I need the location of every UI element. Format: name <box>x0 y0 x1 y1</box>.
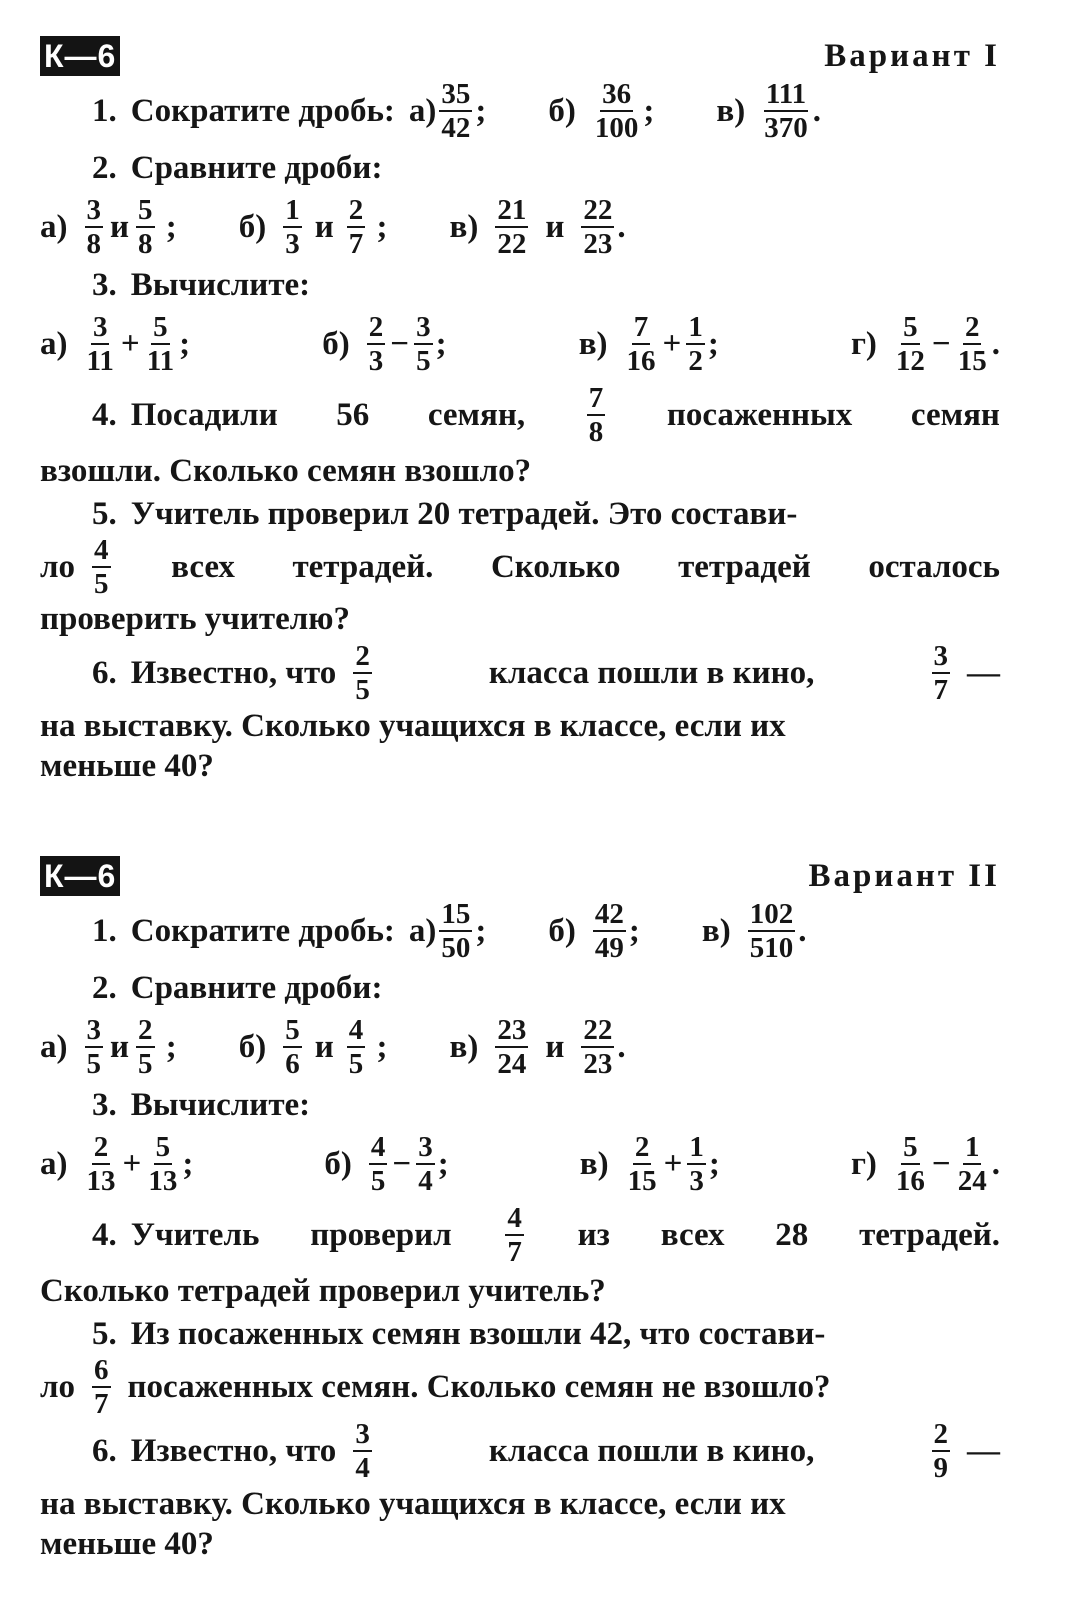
task-6: 6. Известно, что $\frac{2}{5}$ класса пошли в кино, $\frac{3}{7}$ — <box>92 640 1000 706</box>
task-text: Сравните дроби: <box>130 149 383 186</box>
task-2 <box>40 144 1000 192</box>
fraction: $\frac{3}{11}$ <box>86 311 114 377</box>
fraction: $\frac{3}{5}$ <box>416 311 431 377</box>
fraction: $\frac{2}{5}$ <box>355 640 370 706</box>
task-4: 4. Посадили 56 семян, $\frac{7}{8}$ посаженных семян <box>92 382 1000 448</box>
task-5: 5. Учитель проверил 20 тетрадей. Это состави- <box>92 495 798 532</box>
task-1: 1. Сократите дробь: а) $\frac{35}{42}$ ; б) $\frac{36}{100}$ ; в) $\frac{111}{370}$ . <box>92 78 821 144</box>
task-number: 1. <box>92 912 117 949</box>
fraction: $\frac{5}{16}$ <box>895 1131 925 1197</box>
task-text: Сравните дроби: <box>130 969 383 1006</box>
task-4-line-2: взошли. Сколько семян взошло? <box>40 452 532 489</box>
task-5-line-3: проверить учителю? <box>40 600 351 637</box>
task-number: 4. <box>92 1216 117 1253</box>
variant-header <box>40 850 1000 898</box>
variant-2 <box>40 850 1000 1564</box>
fraction: $\frac{5}{12}$ <box>895 311 925 377</box>
fraction: $\frac{2}{3}$ <box>368 311 384 377</box>
task-4-line-2: Сколько тетрадей проверил учитель? <box>40 1272 606 1309</box>
task-4: 4. Учитель проверил $\frac{4}{7}$ из всех 28 тетрадей. <box>92 1202 1000 1268</box>
item-label: б) <box>548 92 576 129</box>
task-number: 3. <box>92 1086 117 1123</box>
fraction: $\frac{1}{3}$ <box>689 1131 704 1197</box>
fraction: $\frac{2}{9}$ <box>933 1418 948 1484</box>
task-1: 1. Сократите дробь: а) $\frac{15}{50}$ ; б) $\frac{42}{49}$ ; в) $\frac{102}{510}$ . <box>92 898 807 964</box>
fraction: $\frac{6}{7}$ <box>94 1354 109 1420</box>
fraction: $\frac{4}{5}$ <box>348 1014 364 1080</box>
item-label: а) <box>408 92 437 129</box>
task-3-items: а) $\frac{3}{11}$ + $\frac{5}{11}$ ; б) $\frac{2}{3}$ − $\frac{3}{5}$ ; в) $\frac{7}{16}$ + $\frac{1}{2}$ ; г) $\frac{5}{12}$ − $\frac{2}{15}$ . <box>40 311 1000 377</box>
task-text: Вычислите: <box>130 266 311 303</box>
fraction: $\frac{2}{5}$ <box>138 1014 153 1080</box>
task-number: 2. <box>92 969 117 1006</box>
fraction: $\frac{4}{7}$ <box>507 1202 522 1268</box>
variant-header <box>40 30 1000 78</box>
variant-title: Вариант II <box>808 858 1000 894</box>
fraction: $\frac{3}{4}$ <box>418 1131 433 1197</box>
fraction: $\frac{21}{22}$ <box>497 194 527 260</box>
task-number: 3. <box>92 266 117 303</box>
task-2-items: а) $\frac{3}{5}$ и $\frac{2}{5}$ ; б) $\frac{5}{6}$ и $\frac{4}{5}$ ; в) $\frac{23}{24}$ и $\frac{22}{23}$ . <box>40 1014 626 1080</box>
task-number: 5. <box>92 1315 117 1352</box>
fraction: $\frac{102}{510}$ <box>749 898 794 964</box>
fraction: $\frac{1}{24}$ <box>957 1131 987 1197</box>
fraction: $\frac{5}{6}$ <box>285 1014 300 1080</box>
fraction: $\frac{5}{11}$ <box>146 311 175 377</box>
task-number: 4. <box>92 396 117 433</box>
task-5-line-2: ло $\frac{6}{7}$ посаженных семян. Сколько семян не взошло? <box>40 1354 831 1420</box>
test-badge: К—6 <box>40 856 120 896</box>
fraction: $\frac{2}{13}$ <box>86 1131 116 1197</box>
task-text: Сократите дробь: <box>130 912 395 949</box>
fraction: $\frac{23}{24}$ <box>497 1014 527 1080</box>
fraction: $\frac{3}{4}$ <box>355 1418 370 1484</box>
fraction: $\frac{15}{50}$ <box>441 898 471 964</box>
fraction: $\frac{2}{15}$ <box>957 311 987 377</box>
variant-1 <box>40 30 1000 786</box>
fraction: $\frac{4}{5}$ <box>94 534 109 600</box>
task-6: 6. Известно, что $\frac{3}{4}$ класса пошли в кино, $\frac{2}{9}$ — <box>92 1418 1000 1484</box>
variant-title: Вариант I <box>824 38 1000 74</box>
task-6-line-3: меньше 40? <box>40 747 214 784</box>
task-number: 6. <box>92 654 117 691</box>
task-6-line-3: меньше 40? <box>40 1525 214 1562</box>
task-number: 5. <box>92 495 117 532</box>
task-6-line-2: на выставку. Сколько учащихся в классе, если их <box>40 707 786 744</box>
task-number: 1. <box>92 92 117 129</box>
fraction: $\frac{2}{7}$ <box>348 194 364 260</box>
fraction: $\frac{35}{42}$ <box>441 78 471 144</box>
test-badge: К—6 <box>40 36 120 76</box>
task-text: Сократите дробь: <box>130 92 395 129</box>
fraction: $\frac{3}{8}$ <box>86 194 101 260</box>
fraction: $\frac{7}{8}$ <box>588 382 604 448</box>
task-number: 2. <box>92 149 117 186</box>
fraction: $\frac{1}{3}$ <box>285 194 300 260</box>
fraction: $\frac{22}{23}$ <box>583 1014 613 1080</box>
task-3-items: а) $\frac{2}{13}$ + $\frac{5}{13}$ ; б) $\frac{4}{5}$ − $\frac{3}{4}$ ; в) $\frac{2}{15}$ + $\frac{1}{3}$ ; г) $\frac{5}{16}$ − $\frac{1}{24}$ . <box>40 1131 1000 1197</box>
task-2-items: а) $\frac{3}{8}$ и $\frac{5}{8}$ ; б) $\frac{1}{3}$ и $\frac{2}{7}$ ; в) $\frac{21}{22}$ и $\frac{22}{23}$ . <box>40 194 626 260</box>
item-label: в) <box>716 92 746 129</box>
task-text: Вычислите: <box>130 1086 311 1123</box>
fraction: $\frac{3}{7}$ <box>933 640 948 706</box>
fraction: $\frac{42}{49}$ <box>594 898 624 964</box>
task-5-line-2: ло $\frac{4}{5}$ всех тетрадей. Сколько тетрадей осталось <box>40 534 1000 600</box>
task-number: 6. <box>92 1432 117 1469</box>
task-6-line-2: на выставку. Сколько учащихся в классе, если их <box>40 1485 786 1522</box>
fraction: $\frac{111}{370}$ <box>764 78 808 144</box>
task-3 <box>40 262 1000 308</box>
fraction: $\frac{1}{2}$ <box>688 311 703 377</box>
fraction: $\frac{4}{5}$ <box>370 1131 386 1197</box>
fraction: $\frac{22}{23}$ <box>583 194 613 260</box>
fraction: $\frac{3}{5}$ <box>86 1014 101 1080</box>
fraction: $\frac{5}{13}$ <box>148 1131 178 1197</box>
fraction: $\frac{7}{16}$ <box>626 311 656 377</box>
task-5: 5. Из посаженных семян взошли 42, что состави- <box>92 1315 826 1352</box>
task-3 <box>40 1082 1000 1128</box>
task-2 <box>40 964 1000 1012</box>
fraction: $\frac{2}{15}$ <box>627 1131 657 1197</box>
fraction: $\frac{36}{100}$ <box>594 78 639 144</box>
fraction: $\frac{5}{8}$ <box>138 194 153 260</box>
